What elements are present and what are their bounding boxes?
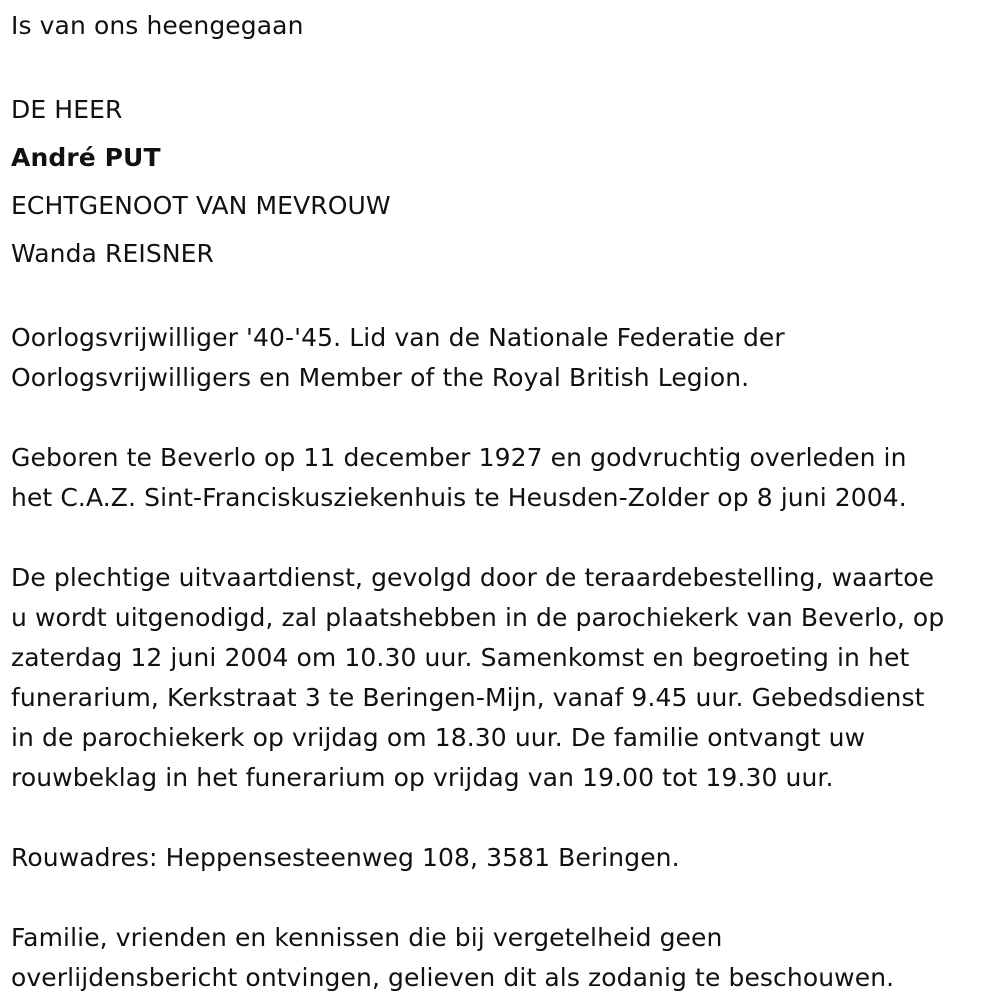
paragraph-line: funerarium, Kerkstraat 3 te Beringen-Mijn, vanaf 9.45 uur. Gebedsdienst xyxy=(11,683,925,712)
spacer xyxy=(11,278,996,318)
intro-text: Is van ons heengegaan xyxy=(11,11,304,40)
spacer xyxy=(11,878,996,918)
funeral-paragraph xyxy=(11,558,996,798)
paragraph-line: Oorlogsvrijwilligers en Member of the Royal British Legion. xyxy=(11,363,750,392)
obituary-notice xyxy=(11,6,996,998)
paragraph-line: overlijdensbericht ontvingen, gelieven dit als zodanig te beschouwen. xyxy=(11,963,895,992)
spacer xyxy=(11,398,996,438)
spacer xyxy=(11,798,996,838)
closing-paragraph xyxy=(11,918,996,998)
paragraph-line: u wordt uitgenodigd, zal plaatshebben in de parochiekerk van Beverlo, op xyxy=(11,603,945,632)
paragraph-line: het C.A.Z. Sint-Franciskusziekenhuis te Heusden-Zolder op 8 juni 2004. xyxy=(11,483,907,512)
veteran-paragraph xyxy=(11,318,996,398)
spouse-name: Wanda REISNER xyxy=(11,239,214,268)
paragraph-line: rouwbeklag in het funerarium op vrijdag van 19.00 tot 19.30 uur. xyxy=(11,763,834,792)
paragraph-line: De plechtige uitvaartdienst, gevolgd door de teraardebestelling, waartoe xyxy=(11,563,935,592)
spacer xyxy=(11,518,996,558)
salutation: DE HEER xyxy=(11,95,123,124)
paragraph-line: Oorlogsvrijwilliger '40-'45. Lid van de Nationale Federatie der xyxy=(11,323,785,352)
deceased-name: André PUT xyxy=(11,143,161,172)
spacer xyxy=(11,46,996,86)
mourning-address: Rouwadres: Heppensesteenweg 108, 3581 Beringen. xyxy=(11,843,680,872)
paragraph-line: zaterdag 12 juni 2004 om 10.30 uur. Samenkomst en begroeting in het xyxy=(11,643,910,672)
birth-death-paragraph xyxy=(11,438,996,518)
paragraph-line: in de parochiekerk op vrijdag om 18.30 uur. De familie ontvangt uw xyxy=(11,723,866,752)
spouse-label: ECHTGENOOT VAN MEVROUW xyxy=(11,191,391,220)
paragraph-line: Geboren te Beverlo op 11 december 1927 en godvruchtig overleden in xyxy=(11,443,907,472)
paragraph-line: Familie, vrienden en kennissen die bij vergetelheid geen xyxy=(11,923,723,952)
